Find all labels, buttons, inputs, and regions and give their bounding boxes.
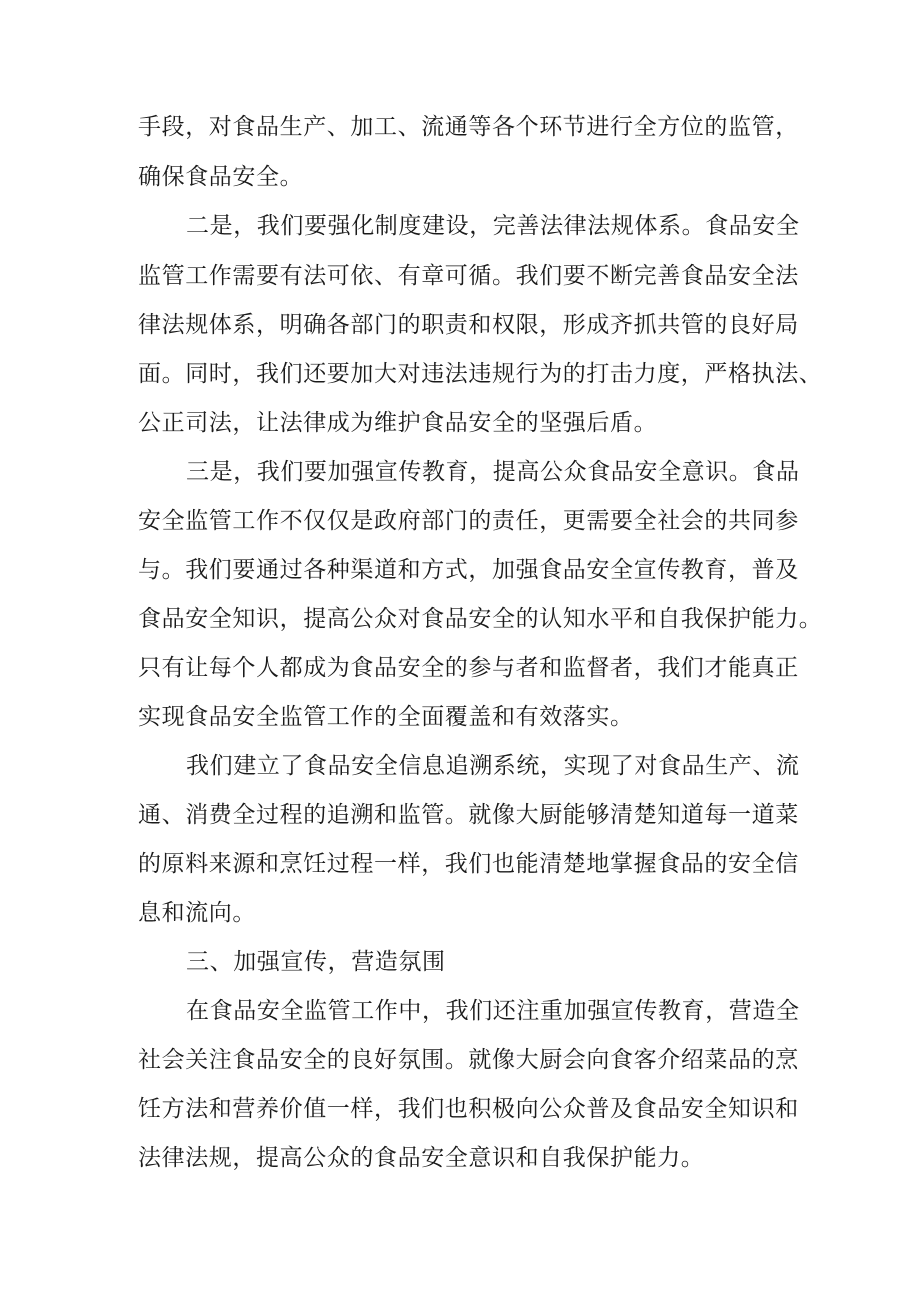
text-line: 确保食品安全。	[138, 164, 304, 190]
text-line: 息和流向。	[138, 900, 256, 926]
text-line: 只有让每个人都成为食品安全的参与者和监督者，我们才能真正	[138, 655, 799, 681]
paragraph-start-line: 在食品安全监管工作中，我们还注重加强宣传教育，营造全	[186, 998, 800, 1024]
paragraph-start-line: 我们建立了食品安全信息追溯系统，实现了对食品生产、流	[186, 753, 800, 779]
text-line: 饪方法和营养价值一样，我们也积极向公众普及食品安全知识和	[138, 1096, 799, 1122]
text-line: 面。同时，我们还要加大对违法违规行为的打击力度，严格执法、	[138, 361, 823, 387]
text-line: 律法规体系，明确各部门的职责和权限，形成齐抓共管的良好局	[138, 312, 799, 338]
text-line: 监管工作需要有法可依、有章可循。我们要不断完善食品安全法	[138, 263, 799, 289]
text-line: 安全监管工作不仅仅是政府部门的责任，更需要全社会的共同参	[138, 508, 799, 534]
text-line: 手段，对食品生产、加工、流通等各个环节进行全方位的监管，	[138, 114, 799, 140]
text-line: 公正司法，让法律成为维护食品安全的坚强后盾。	[138, 410, 658, 436]
text-line: 的原料来源和烹饪过程一样，我们也能清楚地掌握食品的安全信	[138, 851, 799, 877]
text-line: 社会关注食品安全的良好氛围。就像大厨会向食客介绍菜品的烹	[138, 1047, 799, 1073]
text-line: 法律法规，提高公众的食品安全意识和自我保护能力。	[138, 1145, 705, 1171]
paragraph-start-line: 三是，我们要加强宣传教育，提高公众食品安全意识。食品	[186, 459, 800, 485]
section-heading: 三、加强宣传，营造氛围	[186, 949, 446, 975]
paragraph-start-line: 二是，我们要强化制度建设，完善法律法规体系。食品安全	[186, 213, 800, 239]
text-line: 实现食品安全监管工作的全面覆盖和有效落实。	[138, 704, 634, 730]
text-line: 食品安全知识，提高公众对食品安全的认知水平和自我保护能力。	[138, 606, 823, 632]
text-line: 与。我们要通过各种渠道和方式，加强食品安全宣传教育，普及	[138, 557, 799, 583]
text-line: 通、消费全过程的追溯和监管。就像大厨能够清楚知道每一道菜	[138, 802, 799, 828]
